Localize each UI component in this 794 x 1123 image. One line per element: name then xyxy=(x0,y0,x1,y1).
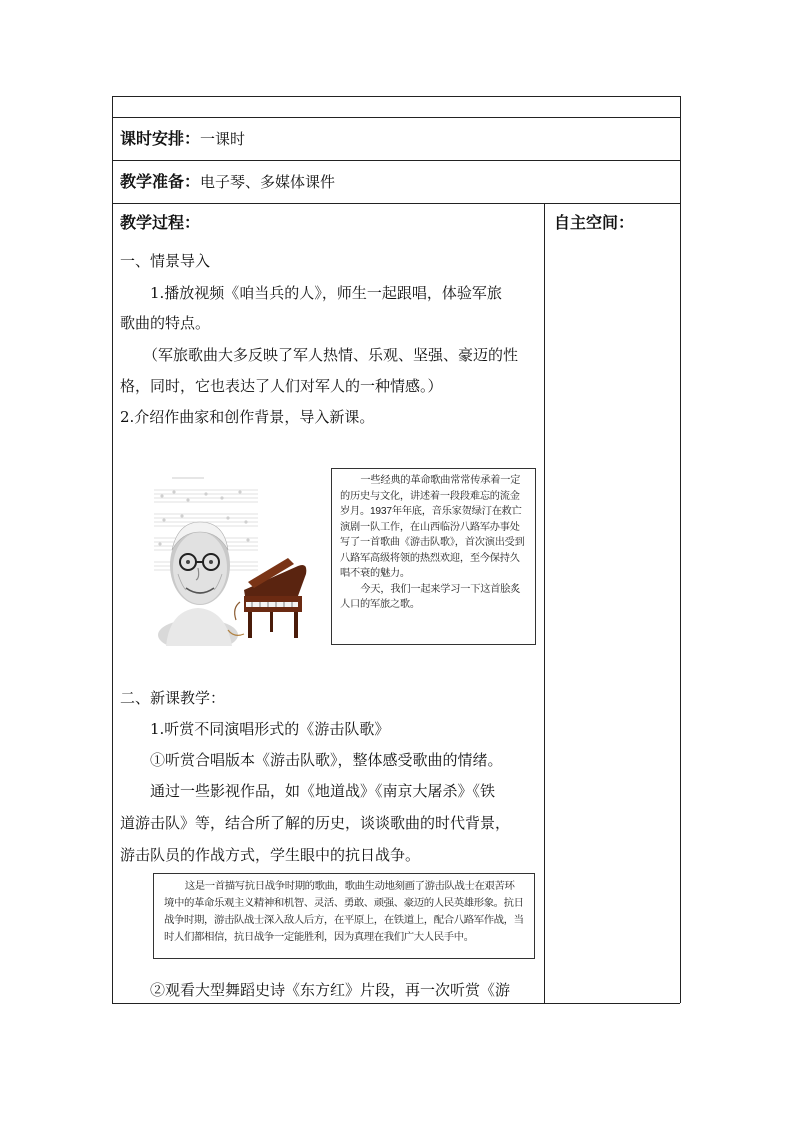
section2-step2: ②观看大型舞蹈史诗《东方红》片段，再一次听赏《游 xyxy=(150,981,511,999)
table-border-top xyxy=(112,96,680,97)
section2-title: 二、新课教学： xyxy=(120,689,226,707)
prep-value: 电子琴、多媒体课件 xyxy=(200,173,336,191)
section2-para-line2: 道游击队》等，结合所了解的历史，谈谈歌曲的时代背景， xyxy=(120,814,511,832)
schedule-value: 一课时 xyxy=(200,130,246,148)
table-border-row1 xyxy=(112,117,680,118)
process-heading: 教学过程： xyxy=(120,213,201,232)
section1-item1-line1: 1.播放视频《咱当兵的人》，师生一起跟唱，体验军旅 xyxy=(150,284,502,302)
prep-label: 教学准备： xyxy=(120,172,201,191)
song-description-text: 这是一首描写抗日战争时期的歌曲，歌曲生动地刻画了游击队战士在艰苦环境中的革命乐观主义精神和机智、灵活、勇敢、顽强、豪迈的人民英雄形象。抗日战争时期，游击队战士深入敌人后方，在平原上，在铁道上，配合八路军作战，当时人们都相信，抗日战争一定能胜利，因为真理在我们广大人民手中。 xyxy=(164,881,524,943)
table-border-right xyxy=(680,96,681,1003)
table-border-bottom xyxy=(112,1003,680,1004)
section1-item2: 2.介绍作曲家和创作背景，导入新课。 xyxy=(120,408,375,426)
prep-row xyxy=(120,172,335,192)
section2-step1: ①听赏合唱版本《游击队歌》，整体感受歌曲的情绪。 xyxy=(150,751,503,769)
self-space-heading: 自主空间： xyxy=(554,213,635,232)
background-intro-para2: 今天，我们一起来学习一下这首脍炙人口的军旅之歌。 xyxy=(340,583,521,610)
table-border-row2 xyxy=(112,160,680,161)
composer-portrait-with-piano-icon xyxy=(148,470,316,646)
section2-item1: 1.听赏不同演唱形式的《游击队歌》 xyxy=(150,720,390,738)
section2-para-line3: 游击队员的作战方式，学生眼中的抗日战争。 xyxy=(120,846,421,864)
schedule-label: 课时安排： xyxy=(120,129,201,148)
schedule-row xyxy=(120,129,245,149)
table-border-row3 xyxy=(112,203,680,204)
table-border-left xyxy=(112,96,113,1003)
background-intro-box xyxy=(331,468,536,645)
section1-title: 一、情景导入 xyxy=(120,252,211,270)
song-description-box xyxy=(153,873,535,959)
section1-note-line1: （军旅歌曲大多反映了军人热情、乐观、坚强、豪迈的性 xyxy=(143,346,519,364)
background-intro-para1: 一些经典的革命歌曲常常传承着一定的历史与文化，讲述着一段段难忘的流金岁月。1937年年底，音乐家贺绿汀在救亡演剧一队工作，在山西临汾八路军办事处写了一首歌曲《游击队歌》，首次演出受到八路军高级将领的热烈欢迎，至今保持久唱不衰的魅力。 xyxy=(340,475,525,579)
section1-item1-line2: 歌曲的特点。 xyxy=(120,314,211,332)
table-column-divider xyxy=(544,203,545,1003)
section1-note-line2: 格，同时，它也表达了人们对军人的一种情感。） xyxy=(120,377,443,395)
section2-para-line1: 通过一些影视作品，如《地道战》《南京大屠杀》《铁 xyxy=(150,782,496,800)
